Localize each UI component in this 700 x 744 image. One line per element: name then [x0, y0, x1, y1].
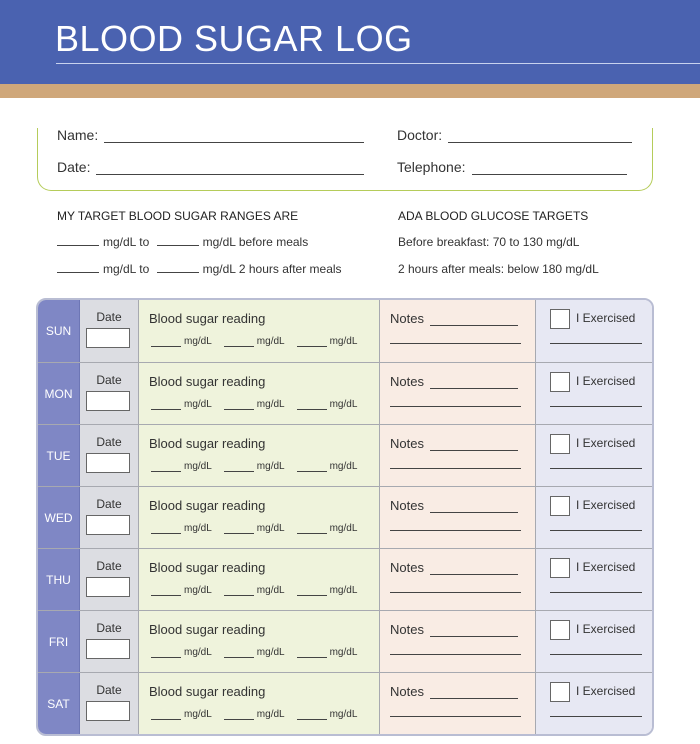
reading-label: Blood sugar reading — [149, 311, 266, 326]
page-title: BLOOD SUGAR LOG — [55, 18, 413, 59]
notes-cell[interactable] — [380, 487, 536, 549]
date-line[interactable] — [96, 162, 364, 175]
exercise-checkbox[interactable] — [550, 682, 570, 702]
reading-3[interactable]: mg/dL — [297, 585, 358, 596]
range-text: mg/dL to — [103, 262, 150, 276]
reading-label: Blood sugar reading — [149, 498, 266, 513]
date-label: Date: — [57, 159, 91, 175]
reading-2[interactable]: mg/dL — [224, 336, 285, 347]
exercise-label: I Exercised — [576, 436, 636, 450]
reading-3[interactable]: mg/dL — [297, 336, 358, 347]
reading-1[interactable]: mg/dL — [151, 523, 212, 534]
exercise-checkbox[interactable] — [550, 558, 570, 578]
reading-1[interactable]: mg/dL — [151, 461, 212, 472]
log-row-wed — [38, 486, 652, 549]
exercise-checkbox[interactable] — [550, 434, 570, 454]
telephone-line[interactable] — [472, 162, 627, 175]
reading-2[interactable]: mg/dL — [224, 585, 285, 596]
exercise-line[interactable] — [550, 592, 642, 593]
reading-2[interactable]: mg/dL — [224, 399, 285, 410]
reading-cell — [139, 611, 380, 673]
reading-label: Blood sugar reading — [149, 622, 266, 637]
day-label: THU — [38, 549, 80, 611]
date-cell — [80, 300, 139, 362]
notes-label: Notes — [390, 622, 518, 637]
header-banner — [0, 0, 700, 84]
reading-label: Blood sugar reading — [149, 374, 266, 389]
reading-2[interactable]: mg/dL — [224, 523, 285, 534]
exercise-label: I Exercised — [576, 311, 636, 325]
name-line[interactable] — [104, 130, 364, 143]
reading-1[interactable]: mg/dL — [151, 585, 212, 596]
log-row-sun — [38, 300, 652, 362]
notes-line[interactable] — [390, 343, 521, 344]
notes-label: Notes — [390, 560, 518, 575]
date-input-box[interactable] — [86, 701, 130, 721]
log-row-mon — [38, 362, 652, 425]
notes-label: Notes — [390, 684, 518, 699]
date-cell — [80, 487, 139, 549]
exercise-line[interactable] — [550, 716, 642, 717]
date-input-box[interactable] — [86, 515, 130, 535]
reading-label: Blood sugar reading — [149, 560, 266, 575]
day-label: TUE — [38, 425, 80, 487]
doctor-field[interactable] — [397, 127, 632, 143]
notes-label: Notes — [390, 436, 518, 451]
exercise-cell — [536, 425, 652, 487]
exercise-cell — [536, 487, 652, 549]
weekly-log-table — [36, 298, 654, 736]
reading-cell — [139, 549, 380, 611]
date-input-box[interactable] — [86, 639, 130, 659]
reading-1[interactable]: mg/dL — [151, 709, 212, 720]
exercise-checkbox[interactable] — [550, 620, 570, 640]
notes-line[interactable] — [390, 530, 521, 531]
exercise-line[interactable] — [550, 406, 642, 407]
date-field[interactable] — [57, 159, 364, 175]
date-cell — [80, 425, 139, 487]
notes-cell[interactable] — [380, 363, 536, 425]
range-text: mg/dL 2 hours after meals — [202, 262, 342, 276]
date-cell-label: Date — [96, 310, 122, 324]
date-cell-label: Date — [96, 683, 122, 697]
reading-2[interactable]: mg/dL — [224, 647, 285, 658]
name-field[interactable] — [57, 127, 364, 143]
exercise-line[interactable] — [550, 343, 642, 344]
reading-1[interactable]: mg/dL — [151, 399, 212, 410]
ada-before-breakfast: Before breakfast: 70 to 130 mg/dL — [398, 235, 580, 249]
range-text: mg/dL to — [103, 235, 150, 249]
name-label: Name: — [57, 127, 99, 143]
date-input-box[interactable] — [86, 453, 130, 473]
doctor-line[interactable] — [448, 130, 632, 143]
target-range-after-meals[interactable] — [57, 262, 342, 276]
banner-divider — [56, 63, 700, 64]
reading-label: Blood sugar reading — [149, 684, 266, 699]
target-ranges-heading: MY TARGET BLOOD SUGAR RANGES ARE — [57, 209, 299, 223]
notes-cell[interactable] — [380, 549, 536, 611]
range-text: mg/dL before meals — [202, 235, 309, 249]
notes-cell[interactable] — [380, 673, 536, 735]
day-label: SAT — [38, 673, 80, 735]
notes-line[interactable] — [390, 468, 521, 469]
ada-targets-heading: ADA BLOOD GLUCOSE TARGETS — [398, 209, 589, 223]
telephone-label: Telephone: — [397, 159, 466, 175]
day-label: SUN — [38, 300, 80, 362]
reading-3[interactable]: mg/dL — [297, 523, 358, 534]
range-max-blank[interactable] — [157, 262, 199, 273]
exercise-cell — [536, 300, 652, 362]
date-cell-label: Date — [96, 373, 122, 387]
notes-line[interactable] — [390, 654, 521, 655]
reading-cell — [139, 425, 380, 487]
reading-2[interactable]: mg/dL — [224, 709, 285, 720]
notes-label: Notes — [390, 311, 518, 326]
range-max-blank[interactable] — [157, 235, 199, 246]
date-cell-label: Date — [96, 435, 122, 449]
notes-cell[interactable] — [380, 611, 536, 673]
notes-line[interactable] — [390, 716, 521, 717]
date-cell — [80, 363, 139, 425]
date-input-box[interactable] — [86, 577, 130, 597]
exercise-cell — [536, 611, 652, 673]
exercise-line[interactable] — [550, 530, 642, 531]
exercise-cell — [536, 363, 652, 425]
reading-cell — [139, 487, 380, 549]
date-cell — [80, 673, 139, 735]
notes-cell[interactable] — [380, 425, 536, 487]
exercise-cell — [536, 549, 652, 611]
ada-after-meals: 2 hours after meals: below 180 mg/dL — [398, 262, 599, 276]
notes-label: Notes — [390, 374, 518, 389]
date-cell-label: Date — [96, 621, 122, 635]
reading-3[interactable]: mg/dL — [297, 461, 358, 472]
exercise-label: I Exercised — [576, 684, 636, 698]
date-cell-label: Date — [96, 497, 122, 511]
day-label: WED — [38, 487, 80, 549]
exercise-line[interactable] — [550, 654, 642, 655]
reading-cell — [139, 673, 380, 735]
exercise-label: I Exercised — [576, 374, 636, 388]
exercise-label: I Exercised — [576, 498, 636, 512]
range-min-blank[interactable] — [57, 262, 99, 273]
notes-line[interactable] — [390, 406, 521, 407]
notes-line[interactable] — [390, 592, 521, 593]
log-row-thu — [38, 548, 652, 611]
notes-cell[interactable] — [380, 300, 536, 362]
telephone-field[interactable] — [397, 159, 627, 175]
date-cell — [80, 549, 139, 611]
doctor-label: Doctor: — [397, 127, 443, 143]
reading-label: Blood sugar reading — [149, 436, 266, 451]
exercise-line[interactable] — [550, 468, 642, 469]
date-cell-label: Date — [96, 559, 122, 573]
exercise-label: I Exercised — [576, 622, 636, 636]
notes-label: Notes — [390, 498, 518, 513]
reading-3[interactable]: mg/dL — [297, 399, 358, 410]
exercise-checkbox[interactable] — [550, 309, 570, 329]
target-range-before-meals[interactable] — [57, 235, 308, 249]
date-input-box[interactable] — [86, 328, 130, 348]
accent-stripe — [0, 84, 700, 98]
date-cell — [80, 611, 139, 673]
reading-1[interactable]: mg/dL — [151, 647, 212, 658]
exercise-checkbox[interactable] — [550, 496, 570, 516]
range-min-blank[interactable] — [57, 235, 99, 246]
log-row-tue — [38, 424, 652, 487]
exercise-checkbox[interactable] — [550, 372, 570, 392]
reading-cell — [139, 363, 380, 425]
date-input-box[interactable] — [86, 391, 130, 411]
day-label: MON — [38, 363, 80, 425]
reading-2[interactable]: mg/dL — [224, 461, 285, 472]
log-row-sat — [38, 672, 652, 735]
reading-cell — [139, 300, 380, 362]
exercise-label: I Exercised — [576, 560, 636, 574]
reading-1[interactable]: mg/dL — [151, 336, 212, 347]
log-row-fri — [38, 610, 652, 673]
reading-3[interactable]: mg/dL — [297, 647, 358, 658]
exercise-cell — [536, 673, 652, 735]
reading-3[interactable]: mg/dL — [297, 709, 358, 720]
day-label: FRI — [38, 611, 80, 673]
